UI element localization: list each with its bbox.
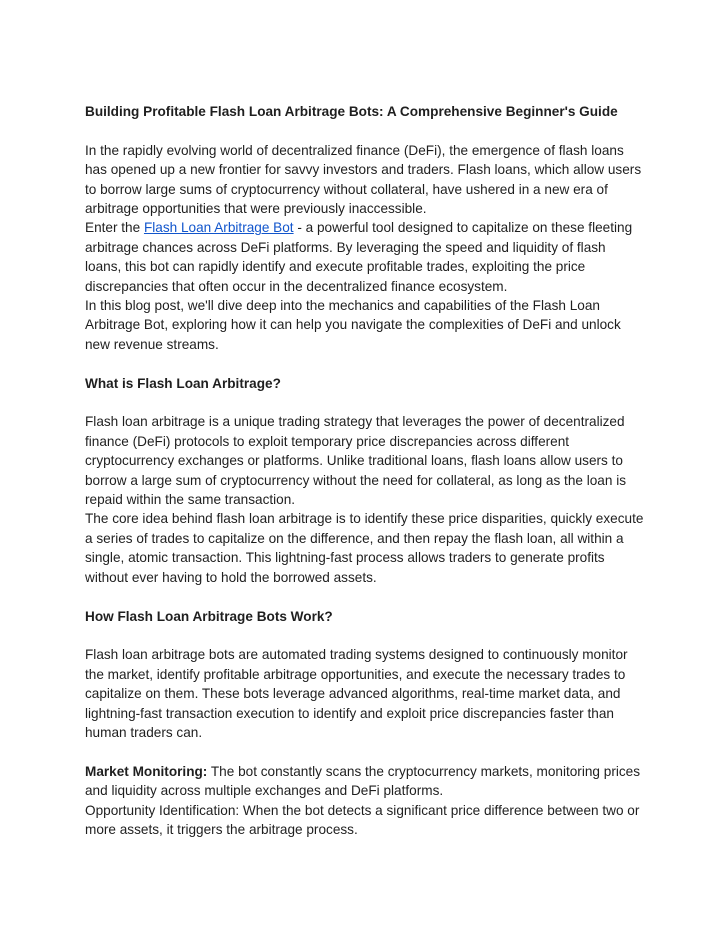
intro-p2-before: Enter the bbox=[85, 220, 144, 236]
spacer bbox=[85, 393, 645, 412]
section2-paragraph-1: Flash loan arbitrage bots are automated trading systems designed to continuously monitor the market, identify profitable arbitrage opportunities, and execute the necessary trades to capitalize on them. These bots leverage advanced algorithms, real-time market data, and lightning-fast transaction execution to identify and exploit price discrepancies faster than human traders can. bbox=[85, 647, 628, 740]
market-monitoring-label: Market Monitoring: bbox=[85, 763, 208, 779]
document-title: Building Profitable Flash Loan Arbitrage Bots: A Comprehensive Beginner's Guide bbox=[85, 104, 618, 119]
section1-paragraph-2: The core idea behind flash loan arbitrage is to identify these price disparities, quickly execute a series of trades to capitalize on the difference, and then repay the flash loan, all within a single, atomic transaction. This lightning-fast process allows traders to generate profits without ever having to hold the borrowed assets. bbox=[85, 511, 644, 585]
intro-paragraph-1: In the rapidly evolving world of decentralized finance (DeFi), the emergence of flash loans has opened up a new frontier for savvy investors and traders. Flash loans, which allow users to borrow large sums of cryptocurrency without collateral, have ushered in a new era of arbitrage opportunities that were previously inaccessible. bbox=[85, 142, 642, 217]
intro-paragraph-2 bbox=[85, 218, 645, 296]
spacer bbox=[85, 626, 645, 645]
section1-paragraph-1: Flash loan arbitrage is a unique trading strategy that leverages the power of decentralized finance (DeFi) protocols to exploit temporary price discrepancies across different cryptocurrency exchanges or platforms. Unlike traditional loans, flash loans allow users to borrow a large sum of cryptocurrency without the need for collateral, as long as the loan is repaid within the same transaction. bbox=[85, 414, 627, 508]
spacer bbox=[85, 742, 645, 761]
market-monitoring-text: The bot constantly scans the cryptocurrency markets, monitoring prices and liquidity across multiple exchanges and DeFi platforms. bbox=[85, 763, 641, 799]
section-heading-how-bots-work: How Flash Loan Arbitrage Bots Work? bbox=[85, 608, 333, 624]
intro-p2-after: - a powerful tool designed to capitalize on these fleeting arbitrage chances across DeFi platforms. By leveraging the speed and liquidity of flash loans, this bot can rapidly identify and execute profitable trades, exploiting the price discrepancies that often occur in the decentralized finance ecosystem. bbox=[85, 220, 633, 294]
market-monitoring-paragraph bbox=[85, 762, 645, 801]
spacer bbox=[85, 587, 645, 606]
spacer bbox=[85, 121, 645, 140]
spacer bbox=[85, 354, 645, 373]
opportunity-identification-paragraph: Opportunity Identification: When the bot detects a significant price difference between two or more assets, it triggers the arbitrage process. bbox=[85, 802, 640, 837]
section-heading-what-is: What is Flash Loan Arbitrage? bbox=[85, 375, 281, 391]
intro-paragraph-3: In this blog post, we'll dive deep into the mechanics and capabilities of the Flash Loan Arbitrage Bot, exploring how it can help you navigate the complexities of DeFi and unlock new revenue streams. bbox=[85, 298, 621, 352]
flash-loan-arbitrage-bot-link[interactable]: Flash Loan Arbitrage Bot bbox=[143, 220, 294, 236]
document-page bbox=[85, 102, 645, 839]
